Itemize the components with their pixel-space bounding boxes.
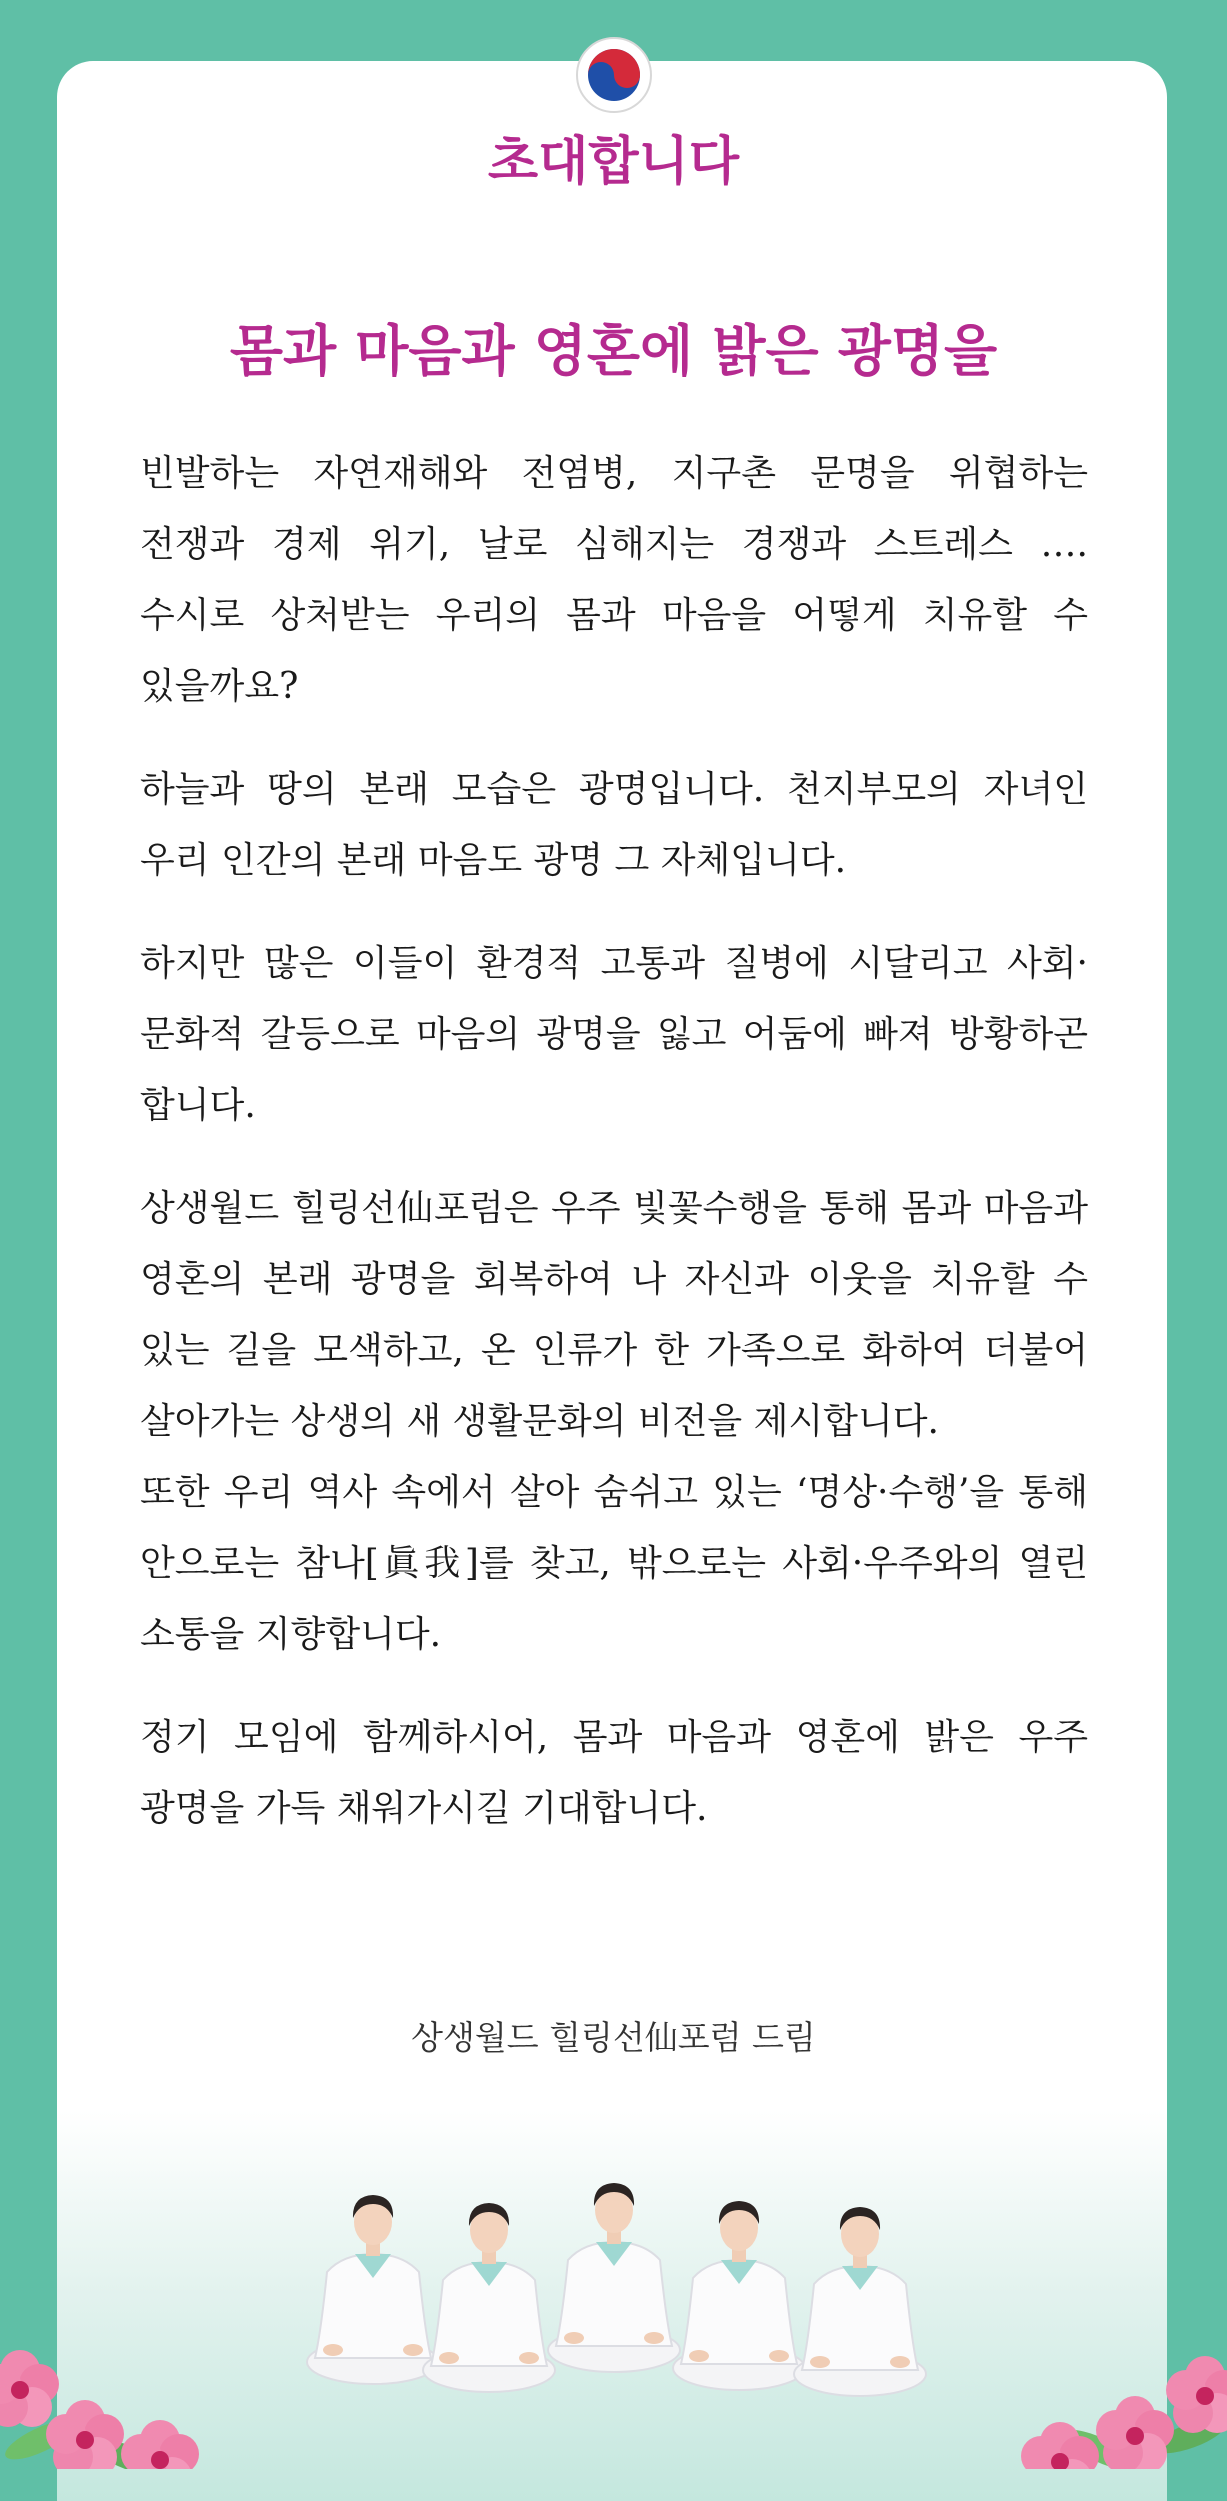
hibiscus-flower-icon: [1096, 2396, 1174, 2469]
paragraph-invitation: 정기 모임에 함께하시어, 몸과 마음과 영혼에 밝은 우주 광명을 가득 채워가시길 기대합니다.: [140, 1717, 1088, 1829]
hibiscus-flower-icon: [1021, 2422, 1099, 2469]
paragraph-forum: 상생월드 힐링선仙포럼은 우주 빛꽃수행을 통해 몸과 마음과 영혼의 본래 광명을 회복하여 나 자신과 이웃을 치유할 수 있는 길을 모색하고, 온 인류가 한 가족으로 화하여 더불어 살아가는 상생의 새 생활문화의 비전을 제시합니다.: [140, 1188, 1088, 1442]
hibiscus-flower-icon: [121, 2420, 199, 2469]
invite-title: 초대합니다: [487, 132, 740, 192]
hibiscus-flower-icon: [46, 2400, 124, 2469]
hibiscus-flower-icon: [1166, 2356, 1227, 2433]
headline: 몸과 마음과 영혼에 밝은 광명을: [229, 318, 998, 383]
hibiscus-flower-icon: [0, 2350, 59, 2427]
meditating-person: [673, 2201, 805, 2390]
meditation-illustration: [0, 2140, 1227, 2469]
invitation-body: [140, 438, 1088, 1876]
taegeuk-icon: [575, 36, 653, 114]
paragraph-suffering: 하지만 많은 이들이 환경적 고통과 질병에 시달리고 사회·문화적 갈등으로 마음의 광명을 잃고 어둠에 빠져 방황하곤 합니다.: [140, 943, 1088, 1126]
paragraph-meditation: 또한 우리 역사 속에서 살아 숨쉬고 있는 ‘명상·수행’을 통해 안으로는 참나[眞我]를 찾고, 밖으로는 사회·우주와의 열린 소통을 지향합니다.: [140, 1472, 1088, 1655]
paragraph-nature: 하늘과 땅의 본래 모습은 광명입니다. 천지부모의 자녀인 우리 인간의 본래 마음도 광명 그 자체입니다.: [140, 769, 1088, 881]
meditating-person: [423, 2203, 555, 2392]
meditating-person: [794, 2207, 926, 2396]
paragraph-crisis: 빈발하는 자연재해와 전염병, 지구촌 문명을 위협하는 전쟁과 경제 위기, 날로 심해지는 경쟁과 스트레스 …. 수시로 상처받는 우리의 몸과 마음을 어떻게 치유할 수 있을까요?: [140, 453, 1088, 707]
meditating-person: [307, 2195, 439, 2384]
signature: 상생월드 힐링선仙포럼 드림: [411, 2018, 816, 2057]
meditating-person: [548, 2183, 680, 2372]
